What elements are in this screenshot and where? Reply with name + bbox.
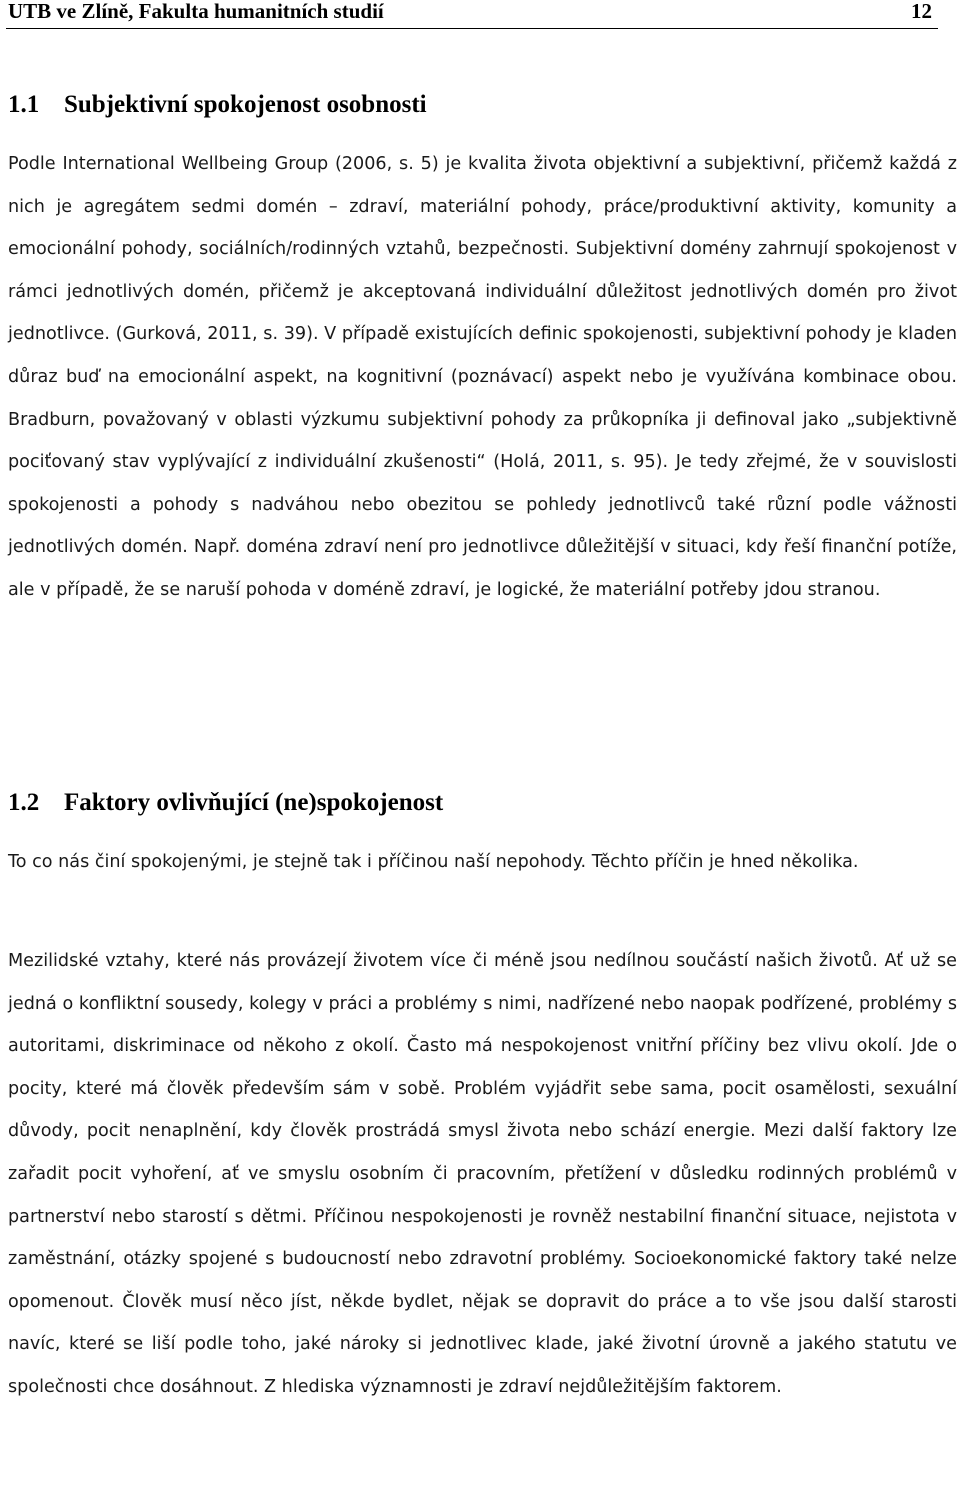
header-title: UTB ve Zlíně, Fakulta humanitních studií [8, 0, 384, 23]
section-number: 1.2 [8, 789, 40, 816]
section-heading-1-2 [8, 788, 443, 818]
running-header [6, 0, 938, 29]
document-page [6, 0, 957, 1397]
page-number: 12 [911, 0, 932, 23]
body-paragraph: To co nás činí spokojenými, je stejně tak i příčinou naší nepohody. Těchto příčin je hned několika. [8, 852, 859, 872]
body-paragraph: Mezilidské vztahy, které nás provázejí životem více či méně jsou nedílnou součástí našich životů. Ať už se jedná o konfliktní sousedy, kolegy v práci a problémy s nimi, nadřízené nebo naopak podřízené, problémy s autoritami, diskriminace od někoho z okolí. Často má nespokojenost vnitřní příčiny bez vlivu okolí. Jde o pocity, které má člověk především sám v sobě. Problém vyjádřit sebe sama, pocit osamělosti, sexuální důvody, pocit nenaplnění, kdy člověk prostrádá smysl života nebo schází energie. Mezi další faktory lze zařadit pocit vyhoření, ať ve smyslu osobním či pracovním, přetížení v důsledku rodinných problémů v partnerství nebo starostí s dětmi. Příčinou nespokojenosti je rovněž nestabilní finanční situace, nejistota v zaměstnání, otázky spojené s budoucností nebo zdravotní problémy. Socioekonomické faktory také nelze opomenout. Člověk musí něco jíst, někde bydlet, nějak se dopravit do práce a to vše jsou další starosti navíc, které se liší podle toho, jaké nároky si jednotlivec klade, jaké životní úrovně a jakého statutu ve společnosti chce dosáhnout. Z hlediska významnosti je zdraví nejdůležitějším faktorem. [8, 951, 957, 1397]
section-number: 1.1 [8, 91, 40, 118]
section-title: Subjektivní spokojenost osobnosti [64, 91, 427, 118]
section-heading-1-1 [8, 90, 427, 120]
section-title: Faktory ovlivňující (ne)spokojenost [64, 789, 444, 816]
body-paragraph: Podle International Wellbeing Group (2006, s. 5) je kvalita života objektivní a subjektivní, přičemž každá z nich je agregátem sedmi domén – zdraví, materiální pohody, práce/produktivní aktivity, komunity a emocionální pohody, sociálních/rodinných vztahů, bezpečnosti. Subjektivní domény zahrnují spokojenost v rámci jednotlivých domén, přičemž je akceptovaná individuální důležitost jednotlivých domén pro život jednotlivce. (Gurková, 2011, s. 39). V případě existujících definic spokojenosti, subjektivní pohody je kladen důraz buď na emocionální aspekt, na kognitivní (poznávací) aspekt nebo je využívána kombinace obou. Bradburn, považovaný v oblasti výzkumu subjektivní pohody za průkopníka ji definoval jako „subjektivně pociťovaný stav vyplývající z individuální zkušenosti“ (Holá, 2011, s. 95). Je tedy zřejmé, že v souvislosti spokojenosti a pohody s nadváhou nebo obezitou se pohledy jednotlivců také různí podle vážnosti jednotlivých domén. Např. doména zdraví není pro jednotlivce důležitější v situaci, kdy řeší finanční potíže, ale v případě, že se naruší pohoda v doméně zdraví, je logické, že materiální potřeby jdou stranou. [8, 154, 957, 600]
